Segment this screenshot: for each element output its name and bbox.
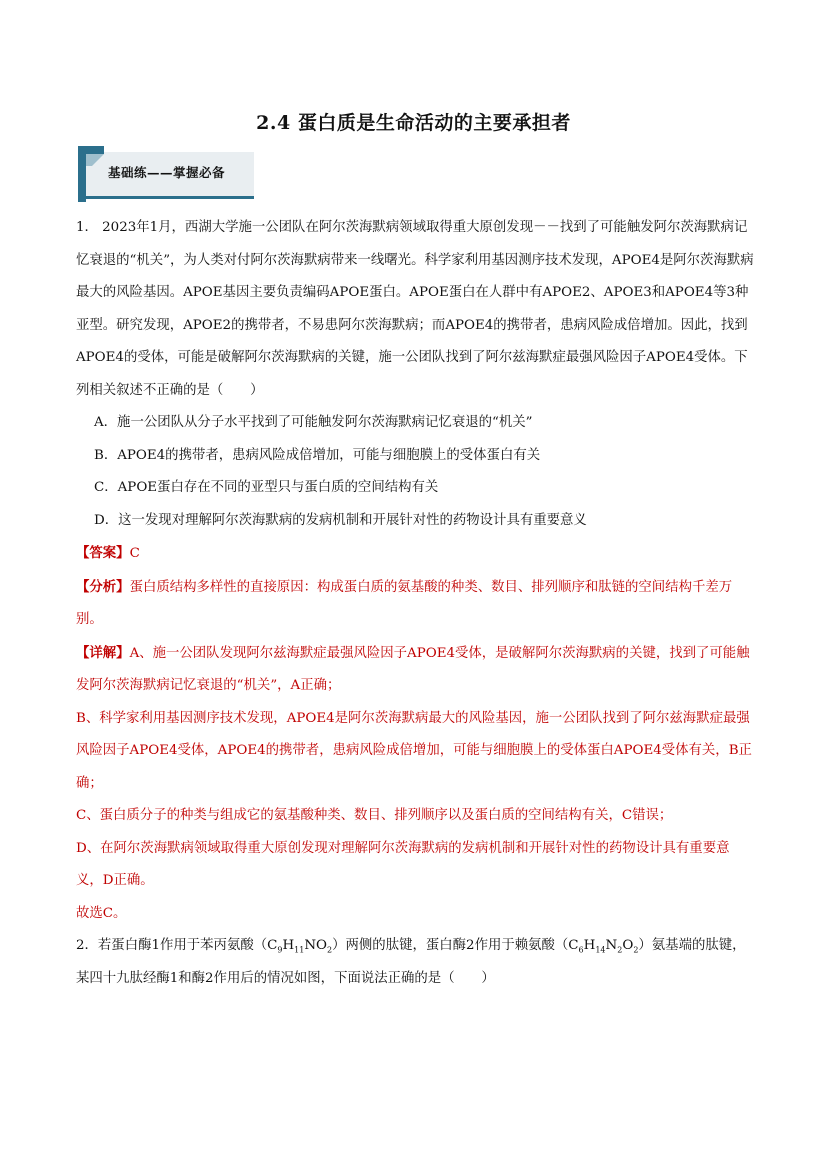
question-1-stem: 1． 2023年1月，西湖大学施一公团队在阿尔茨海默病领域取得重大原创发现－－找到了可能触发阿尔茨海默病记忆衰退的“机关”，为人类对付阿尔茨海默病带来一线曙光。科学家利用基因测序技术发现，APOE4是阿尔茨海默病最大的风险基因。APOE基因主要负责编码APOE蛋白。APOE蛋白在人群中有APOE2、APOE3和APOE4等3种亚型。研究发现，APOE2的携带者，不易患阿尔茨海默病；而APOE4的携带者，患病风险成倍增加。因此，找到APOE4的受体，可能是破解阿尔茨海默病的关键，施一公团队找到了阿尔兹海默症最强风险因子APOE4受体。下列相关叙述不正确的是（ ） — [76, 220, 754, 398]
page-title: 2.4 蛋白质是生命活动的主要承担者 — [256, 112, 571, 134]
section-banner — [78, 146, 254, 202]
option-d: D．这一发现对理解阿尔茨海默病的发病机制和开展针对性的药物设计具有重要意义 — [94, 512, 587, 528]
banner-label: 基础练——掌握必备 — [108, 165, 226, 180]
option-c: C．APOE蛋白存在不同的亚型只与蛋白质的空间结构有关 — [94, 480, 439, 495]
conclusion: 故选C。 — [76, 905, 127, 921]
answer-tag: 【答案】 — [76, 545, 130, 561]
option-a: A．施一公团队从分子水平找到了可能触发阿尔茨海默病记忆衰退的“机关” — [94, 415, 533, 430]
document-body — [76, 212, 756, 995]
detail-tag: 【详解】 — [76, 644, 130, 661]
option-b: B．APOE4的携带者，患病风险成倍增加，可能与细胞膜上的受体蛋白有关 — [94, 447, 541, 463]
detail-a-text: A、施一公团队发现阿尔兹海默症最强风险因子APOE4受体，是破解阿尔茨海默病的关键，找到了可能触发阿尔茨海默病记忆衰退的“机关”，A正确； — [76, 645, 750, 693]
detail-b: B、科学家利用基因测序技术发现，APOE4是阿尔茨海默病最大的风险基因，施一公团队找到了阿尔兹海默症最强风险因子APOE4受体，APOE4的携带者，患病风险成倍增加，可能与细胞膜上的受体蛋白APOE4受体有关，B正确； — [76, 710, 752, 791]
analysis-text: 蛋白质结构多样性的直接原因：构成蛋白质的氨基酸的种类、数目、排列顺序和肽链的空间结构千差万别。 — [76, 579, 733, 627]
detail-d: D、在阿尔茨海默病领域取得重大原创发现对理解阿尔茨海默病的发病机制和开展针对性的药物设计具有重要意义，D正确。 — [76, 840, 730, 888]
analysis-tag: 【分析】 — [76, 578, 130, 595]
answer-line — [76, 537, 756, 571]
analysis-paragraph — [76, 571, 756, 637]
answer-value: C — [129, 546, 140, 561]
detail-c: C、蛋白质分子的种类与组成它的氨基酸种类、数目、排列顺序以及蛋白质的空间结构有关，C错误； — [76, 808, 673, 823]
question-2-stem: 2．若蛋白酶1作用于苯丙氨酸$(C_9H_{11}NO_2)$两侧的肽键，蛋白酶2作用于赖氨酸$(C_6H_{14}N_2O_2)$氨基端的肽键，某四十九肽经酶1和酶2作用后的情况如图，下面说法正确的是（ ） — [76, 938, 746, 986]
detail-a — [76, 637, 756, 703]
